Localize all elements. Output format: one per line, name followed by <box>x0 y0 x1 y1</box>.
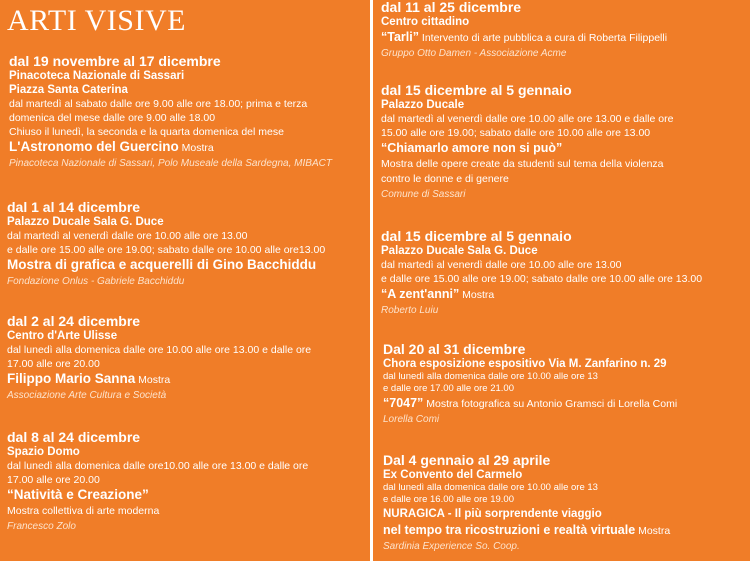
event-title-suffix: Mostra <box>635 525 671 537</box>
event-title-suffix: Mostra <box>178 142 214 154</box>
hours-line: e dalle ore 15.00 alle ore 19.00; sabato dalle ore 10.00 alle ore13.00 <box>7 244 326 256</box>
event-date: dal 11 al 25 dicembre <box>381 0 522 15</box>
event-curator: Associazione Arte Cultura e Società <box>7 390 167 401</box>
hours-line: Chiuso il lunedì, la seconda e la quarta domenica del mese <box>9 126 284 138</box>
event-astronomo-guercino <box>9 53 332 171</box>
event-venue: Centro cittadino <box>381 16 470 28</box>
event-title-line <box>7 371 311 388</box>
event-hours <box>381 258 702 286</box>
event-hours <box>381 112 673 140</box>
event-date: dal 15 dicembre al 5 gennaio <box>381 82 572 98</box>
column-divider <box>370 0 373 561</box>
event-date: dal 1 al 14 dicembre <box>7 199 141 215</box>
event-hours <box>7 459 308 487</box>
event-title: “7047” <box>383 396 424 410</box>
event-venue: Palazzo Ducale Sala G. Duce <box>7 216 164 228</box>
description-line: Mostra delle opere create da studenti sul tema della violenza <box>381 158 664 170</box>
event-curator: Lorella Comi <box>383 414 440 425</box>
hours-line: domenica del mese dalle ore 9.00 alle 18.00 <box>9 112 216 124</box>
hours-line: dal lunedì alla domenica dalle ore 10.00 alle ore 13 <box>383 482 598 493</box>
event-title: nel tempo tra ricostruzioni e realtà virtuale <box>383 523 636 537</box>
hours-line: dal lunedì alla domenica dalle ore 10.00 alle ore 13.00 e dalle ore <box>7 344 312 356</box>
hours-line: dal martedì al venerdì dalle ore 10.00 alle ore 13.00 <box>381 259 622 271</box>
event-title: Filippo Mario Sanna <box>7 371 136 386</box>
event-venue: Palazzo Ducale Sala G. Duce <box>381 245 538 257</box>
event-title: Mostra di grafica e acquerelli di Gino Bacchiddu <box>7 257 317 272</box>
event-title: L'Astronomo del Guercino <box>9 139 179 154</box>
hours-line: dal martedì al venerdì dalle ore 10.00 alle ore 13.00 e dalle ore <box>381 113 674 125</box>
hours-line: e dalle ore 17.00 alle ore 21.00 <box>383 383 514 394</box>
event-hours <box>383 482 670 506</box>
event-title: “Tarli” <box>381 30 419 44</box>
event-venue: Spazio Domo <box>7 446 80 458</box>
hours-line: 17.00 alle ore 20.00 <box>7 474 100 486</box>
event-date: Dal 4 gennaio al 29 aprile <box>383 452 551 468</box>
event-title: “Natività e Creazione” <box>7 487 149 502</box>
hours-line: dal lunedì alla domenica dalle ore10.00 alle ore 13.00 e dalle ore <box>7 460 309 472</box>
event-venue: Chora esposizione espositivo Via M. Zanfarino n. 29 <box>383 358 667 370</box>
event-title-bold-line: NURAGICA - Il più sorprendente viaggio <box>383 508 602 520</box>
event-title-line <box>9 139 332 156</box>
hours-line: e dalle ore 15.00 alle ore 19.00; sabato dalle ore 10.00 alle ore 13.00 <box>381 273 703 285</box>
event-hours <box>7 229 325 257</box>
event-nuragica <box>383 452 670 554</box>
event-date: dal 19 novembre al 17 dicembre <box>9 53 221 69</box>
event-title-suffix: Intervento di arte pubblica a cura di Roberta Filippelli <box>418 32 668 44</box>
event-title-line <box>381 29 667 46</box>
event-title-line <box>381 140 673 157</box>
event-hours <box>7 343 311 371</box>
event-venue: Centro d'Arte Ulisse <box>7 330 118 342</box>
event-date: dal 2 al 24 dicembre <box>7 313 141 329</box>
event-date: dal 15 dicembre al 5 gennaio <box>381 228 572 244</box>
hours-line: 15.00 alle ore 19.00; sabato dalle ore 10.00 alle ore 13.00 <box>381 127 651 139</box>
event-curator: Comune di Sassari <box>381 189 466 200</box>
event-date: Dal 20 al 31 dicembre <box>383 341 526 357</box>
event-title-suffix: Mostra <box>459 289 495 301</box>
event-nativita-creazione <box>7 429 308 534</box>
event-venue: Pinacoteca Nazionale di Sassari <box>9 70 185 82</box>
event-venue: Palazzo Ducale <box>381 99 465 111</box>
hours-line: 17.00 alle ore 20.00 <box>7 358 100 370</box>
event-gino-bacchiddu <box>7 199 325 289</box>
event-curator: Gruppo Otto Damen - Associazione Acme <box>381 48 567 59</box>
event-date: dal 8 al 24 dicembre <box>7 429 141 445</box>
event-venue: Ex Convento del Carmelo <box>383 469 523 481</box>
hours-line: dal martedì al venerdì dalle ore 10.00 alle ore 13.00 <box>7 230 248 242</box>
event-title-line <box>383 395 677 412</box>
event-curator: Roberto Luiu <box>381 305 439 316</box>
event-tarli <box>381 0 667 61</box>
event-description <box>7 504 308 519</box>
event-title-line <box>7 487 308 504</box>
event-curator: Fondazione Onlus - Gabriele Bacchiddu <box>7 276 185 287</box>
event-curator: Francesco Zolo <box>7 521 76 532</box>
hours-line: dal martedì al sabato dalle ore 9.00 alle ore 18.00; prima e terza <box>9 98 308 110</box>
event-title: “Chiamarlo amore non si può” <box>381 141 563 155</box>
event-title-line <box>7 257 325 274</box>
event-title-suffix: Mostra <box>135 374 171 386</box>
hours-line: e dalle ore 16.00 alle ore 19.00 <box>383 494 514 505</box>
event-hours <box>9 97 332 139</box>
event-a-zent-anni <box>381 228 702 318</box>
event-title-line <box>381 286 702 303</box>
event-title: “A zent'anni” <box>381 287 460 301</box>
event-curator: Pinacoteca Nazionale di Sassari, Polo Museale della Sardegna, MIBACT <box>9 158 332 169</box>
event-title-line <box>383 522 670 539</box>
event-chiamarlo-amore <box>381 82 673 202</box>
event-hours <box>383 371 677 395</box>
hours-line: dal lunedì alla domenica dalle ore 10.00 alle ore 13 <box>383 371 598 382</box>
event-curator: Sardinia Experience So. Coop. <box>383 541 520 552</box>
event-title-suffix: Mostra fotografica su Antonio Gramsci di Lorella Comi <box>423 398 678 410</box>
description-line: Mostra collettiva di arte moderna <box>7 505 160 517</box>
section-heading: ARTI VISIVE <box>7 4 186 37</box>
event-description <box>381 157 673 187</box>
description-line: contro le donne e di genere <box>381 173 509 185</box>
event-venue: Piazza Santa Caterina <box>9 84 128 96</box>
event-7047 <box>383 341 677 427</box>
event-filippo-mario-sanna <box>7 313 311 403</box>
